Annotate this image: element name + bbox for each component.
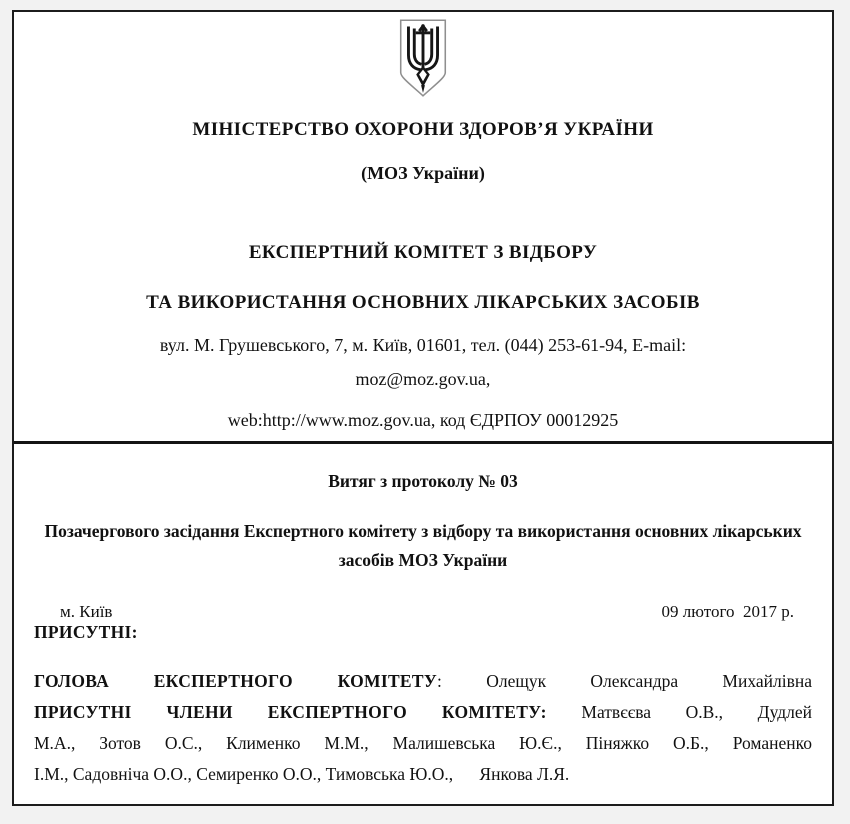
extract-title: Витяг з протоколу № 03: [328, 471, 518, 491]
members-line-3: І.М., Садовніча О.О., Семиренко О.О., Тимовська Ю.О., Янкова Л.Я.: [34, 764, 570, 784]
letterhead-divider: [14, 441, 832, 444]
address-line1: вул. М. Грушевського, 7, м. Київ, 01601, тел. (044) 253-61-94, E-mail:: [159, 335, 687, 355]
members-names-part1: Матвєєва О.В., Дудлей: [546, 702, 812, 722]
ministry-title: МІНІСТЕРСТВО ОХОРОНИ ЗДОРОВ’Я УКРАЇНИ: [192, 119, 654, 140]
committee-name-line1: ЕКСПЕРТНИЙ КОМІТЕТ З ВІДБОРУ: [248, 242, 598, 263]
chair-line: [34, 666, 812, 697]
meeting-title: Позачергового засідання Експертного комітету з відбору та використання основних лікарських засобів МОЗ України: [44, 521, 802, 570]
members-line-1: [34, 697, 812, 728]
website-and-code-line: web:http://www.moz.gov.ua, код ЄДРПОУ 00012925: [227, 410, 619, 430]
chair-role-label: ГОЛОВА ЕКСПЕРТНОГО КОМІТЕТУ: [34, 671, 438, 691]
date-label: 09 лютого 2017 р.: [661, 602, 794, 621]
document-page: [12, 10, 834, 806]
attendees-section: [14, 666, 832, 790]
ministry-short-name: (МОЗ України): [361, 163, 485, 183]
emblem-container: [14, 17, 832, 106]
members-line-2: М.А., Зотов О.С., Клименко М.М., Малишевська Ю.Є., Піняжко О.Б., Романенко: [34, 733, 812, 753]
chair-name: : Олещук Олександра Михайлівна: [437, 671, 812, 691]
members-role-label: ПРИСУТНІ ЧЛЕНИ ЕКСПЕРТНОГО КОМІТЕТУ:: [34, 702, 547, 722]
city-label: м. Київ: [60, 602, 113, 621]
present-heading: ПРИСУТНІ:: [34, 622, 138, 642]
address-email: moz@moz.gov.ua,: [355, 369, 491, 389]
committee-name-line2: ТА ВИКОРИСТАННЯ ОСНОВНИХ ЛІКАРСЬКИХ ЗАСОБІВ: [146, 292, 700, 313]
city-date-row: [14, 602, 832, 622]
ukraine-trident-icon: [392, 88, 454, 105]
